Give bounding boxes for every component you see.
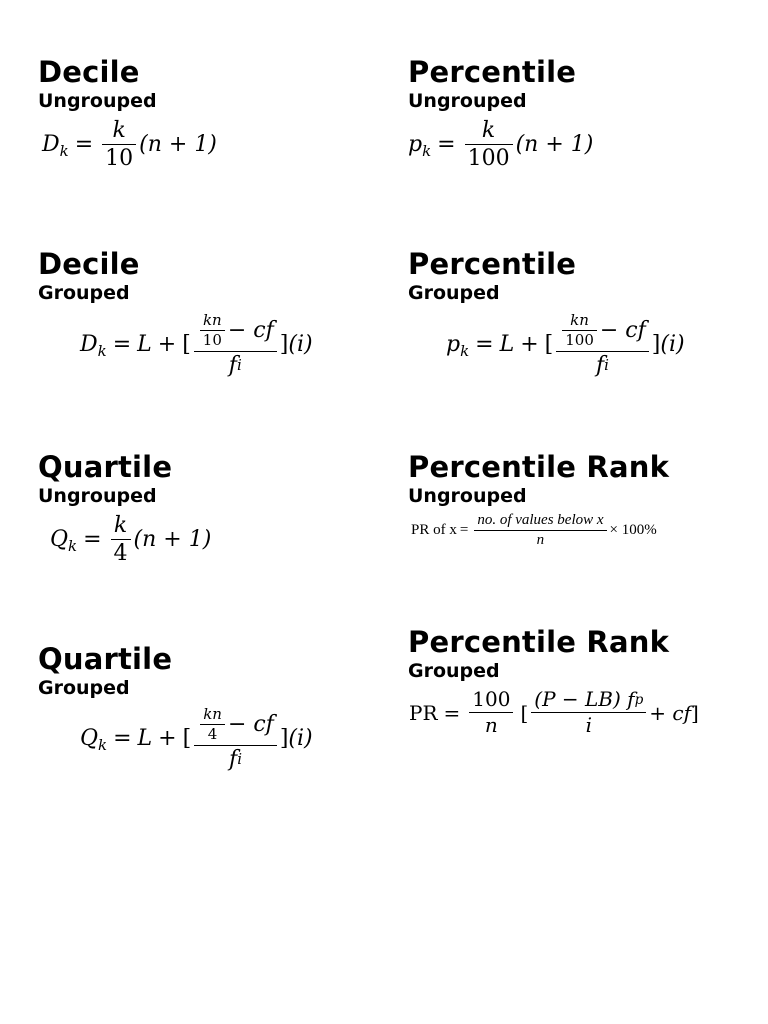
formula-fraction-outer [469,688,513,737]
card-subtitle: Grouped [38,677,130,699]
formula-equals: = [459,522,469,539]
card-subtitle: Ungrouped [408,90,527,112]
formula-equals: = [443,700,461,725]
inner-denominator: 100 [562,330,597,349]
fraction-denominator: 100 [465,144,513,171]
card-title: Quartile [38,450,173,484]
formula-lhs: $D_k$ [80,332,107,361]
card-quartile-ungrouped [38,450,172,508]
percentile-grouped-formula [446,312,685,378]
percentile-ungrouped-formula [408,118,593,172]
formula-tail: × 100% [609,522,657,539]
inner-denominator: 4 [200,724,225,743]
inner-denominator: 10 [200,330,225,349]
card-subtitle: Ungrouped [38,485,157,507]
formula-fraction [474,512,606,550]
percentile-rank-ungrouped-formula [411,512,657,550]
formula-open-bracket: [ [182,726,192,752]
card-title: Percentile Rank [408,625,670,659]
formula-equals: = [112,332,132,358]
formula-open-bracket: [ [544,332,554,358]
fraction-numerator [556,312,649,351]
card-subtitle: Ungrouped [408,485,527,507]
inner-fraction [562,312,597,350]
plus-cf: + cf [649,700,691,725]
card-title: Decile [38,247,140,281]
formula-plus: + [158,726,177,752]
formula-fraction [111,513,131,567]
inner-fraction [200,312,225,350]
card-title: Quartile [38,642,173,676]
formula-fraction-inner [531,688,646,737]
fraction-denominator: n [469,712,513,737]
inner-numerator: kn [570,311,589,329]
formula-lower-limit: L [499,332,515,358]
formula-tail: (n + 1) [515,132,594,158]
formula-lhs: $D_k$ [42,132,69,161]
formula-lhs: $Q_k$ [50,527,78,556]
decile-ungrouped-formula [42,118,217,172]
inner-fraction [200,706,225,744]
formula-fraction [194,312,277,378]
quartile-ungrouped-formula [50,513,211,567]
fraction-numerator: k [113,513,128,538]
formula-equals: = [74,132,94,158]
formula-plus: + [157,332,177,358]
fraction-denominator: n [474,530,606,549]
card-subtitle: Grouped [408,282,500,304]
formula-fraction [102,118,136,172]
formula-lhs: PR [409,700,438,725]
formula-equals: = [113,726,132,752]
fraction-denominator: f i [194,351,277,378]
fraction-denominator: 4 [111,539,131,566]
fraction-denominator: f i [556,351,649,378]
card-title: Percentile Rank [408,450,670,484]
fraction-denominator: 10 [102,144,136,171]
formula-lower-limit: L [137,726,153,752]
fraction-numerator: k [481,118,496,143]
fraction-numerator: k [112,118,126,143]
formula-tail: (n + 1) [133,527,212,553]
minus-cf: − cf [599,318,646,344]
decile-grouped-formula [80,312,313,378]
formula-plus: + [520,332,539,358]
card-title: Percentile [408,247,577,281]
card-subtitle: Grouped [38,282,130,304]
formula-equals: = [437,132,456,158]
card-quartile-grouped [38,642,172,700]
formula-fraction [465,118,513,172]
fraction-numerator: (P − LB) f p [534,687,644,711]
card-decile-grouped [38,247,140,305]
card-percentile-rank-grouped [408,625,669,683]
formula-tail: (n + 1) [139,132,217,158]
formula-lhs: PR of x [411,522,457,539]
inner-numerator: kn [202,311,222,329]
formula-open-bracket: [ [520,700,529,725]
fraction-numerator: no. of values below x [477,512,604,528]
card-subtitle: Grouped [408,660,500,682]
formula-equals: = [475,332,494,358]
card-subtitle: Ungrouped [38,90,157,112]
card-title: Decile [38,55,140,89]
formula-tail: (i) [288,726,313,752]
fraction-denominator: i [531,712,646,737]
card-percentile-rank-ungrouped [408,450,669,508]
formula-fraction [556,312,649,378]
card-title: Percentile [408,55,577,89]
formula-close-bracket: ] [690,700,699,725]
minus-cf: − cf [227,318,274,344]
formula-tail: (i) [288,332,313,358]
fraction-numerator [194,706,277,745]
fraction-denominator: f i [194,745,277,772]
fraction-numerator: 100 [472,687,511,711]
formula-equals: = [83,527,102,553]
formula-close-bracket: ] [279,726,289,752]
formula-lower-limit: L [137,332,152,358]
formula-open-bracket: [ [182,332,191,358]
formula-tail: (i) [660,332,685,358]
formula-lhs: $Q_k$ [80,726,108,755]
fraction-numerator [194,312,277,351]
formula-close-bracket: ] [279,332,289,358]
card-percentile-grouped [408,247,576,305]
formula-close-bracket: ] [651,332,661,358]
formula-lhs: $p_k$ [446,332,470,361]
inner-numerator: kn [203,705,222,723]
card-decile-ungrouped [38,55,157,113]
percentile-rank-grouped-formula [409,688,699,737]
formula-lhs: $p_k$ [408,132,432,161]
card-percentile-ungrouped [408,55,576,113]
formula-fraction [194,706,277,772]
quartile-grouped-formula [80,706,313,772]
minus-cf: − cf [227,712,274,738]
